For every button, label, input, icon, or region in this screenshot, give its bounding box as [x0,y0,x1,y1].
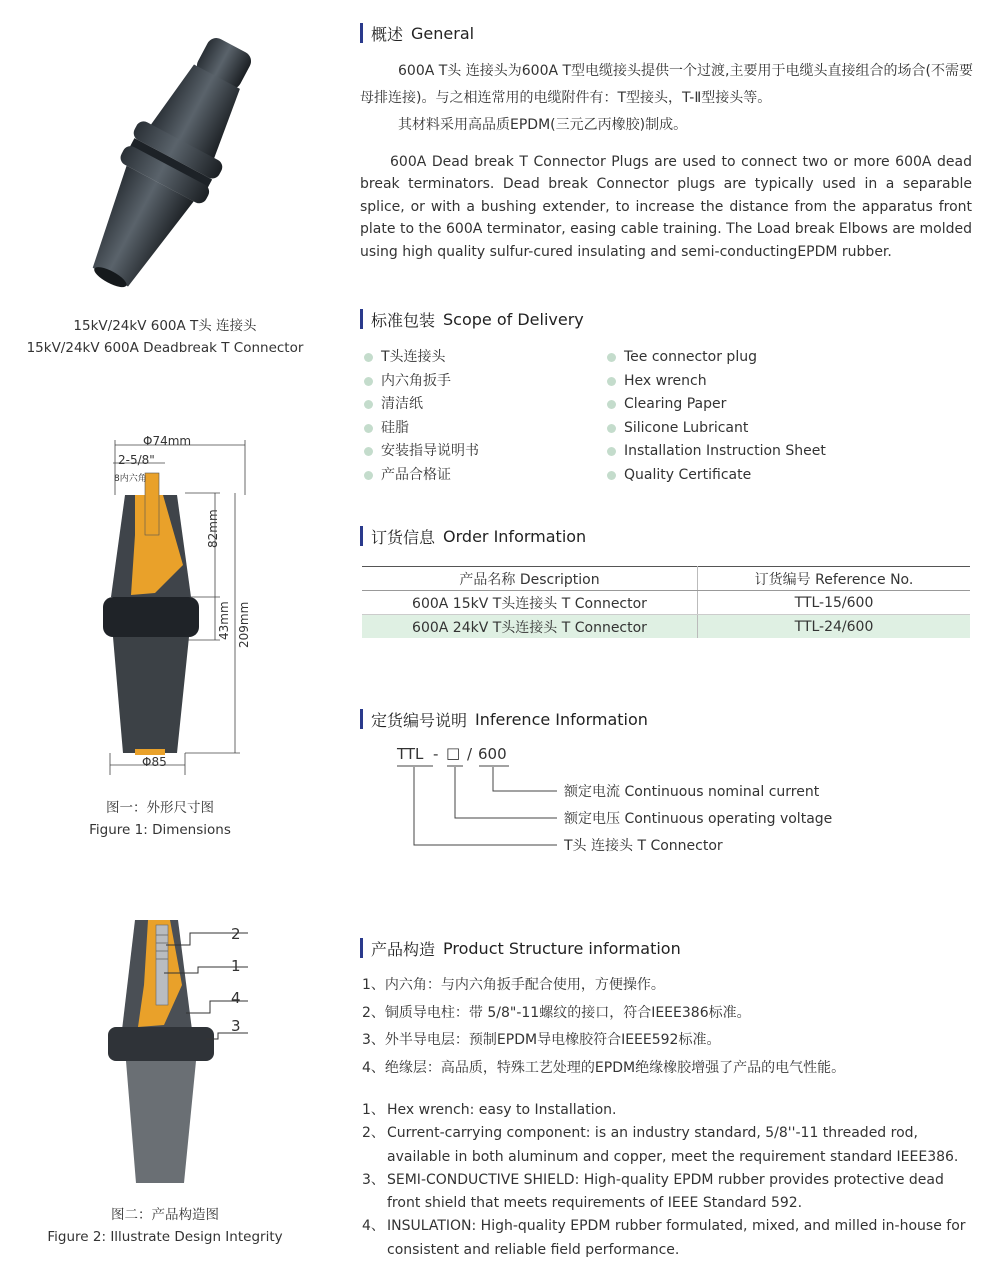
dim-82: 82mm [206,509,220,548]
code-slash: / [467,745,473,763]
photo-caption-en: 15kV/24kV 600A Deadbreak T Connector [26,340,304,356]
col-header-reference: 订货编号 Reference No. [698,567,971,591]
list-item: 4、绝缘层：高品质，特殊工艺处理的EPDM绝缘橡胶增强了产品的电气性能。 [362,1059,846,1076]
section-header-structure: 产品构造 Product Structure information [360,937,681,959]
general-en-paragraph: 600A Dead break T Connector Plugs are used to connect two or more 600A dead break terminators. Dead break Connector plugs are typically used in a separable splice, or with a bushing extender, to increase the distance from the apparatus front plate to the 600A terminator, easing cable training. The Load break Elbows are molded using high quality sulfur-cured insulating and semi-conductingEPDM rubber. [360,154,972,260]
table-row: 600A 24kV T头连接头 T Connector TTL-24/600 [362,615,970,639]
list-item: 2、铜质导电柱：带 5/8"-11螺纹的接口，符合IEEE386标准。 [362,1004,751,1021]
dim-hex: 8内六角 [114,474,147,484]
code-label-current: 额定电流 Continuous nominal current [564,784,820,800]
list-item: 硅脂 [364,417,479,441]
list-item: Hex wrench [607,370,826,394]
list-item: 3、 SEMI-CONDUCTIVE SHIELD: High-quality EPDM rubber provides protective dead front shield that meets requirements of IEEE Standard 592. [362,1171,944,1212]
code-prefix: TTL [397,745,424,763]
general-cn-material: 其材料采用高品质EPDM(三元乙丙橡胶)制成。 [398,117,688,133]
figure1-caption-en: Figure 1: Dimensions [89,822,231,838]
structure-en-list [362,1099,977,1262]
structure-label-1: 1 [231,957,241,975]
photo-caption-cn: 15kV/24kV 600A T头 连接头 [73,318,257,334]
code-leader-lines [395,765,565,855]
code-dash: - [433,745,439,763]
list-item: 1、 Hex wrench: easy to Installation. [362,1102,617,1118]
code-suffix: 600 [478,745,507,763]
table-row: 600A 15kV T头连接头 T Connector TTL-15/600 [362,591,970,615]
delivery-list-cn [364,346,479,487]
list-item: 清洁纸 [364,393,479,417]
dim-thread: 2-5/8" [118,453,155,467]
structure-cn-list [362,972,977,1082]
list-item: 4、 INSULATION: High-quality EPDM rubber formulated, mixed, and milled in-house for consistent and reliable field performance. [362,1218,966,1258]
list-item: 1、内六角：与内六角扳手配合使用，方便操作。 [362,977,665,993]
figure2-caption-en: Figure 2: Illustrate Design Integrity [47,1229,283,1245]
section-header-general: 概述 General [360,22,474,44]
list-item: Installation Instruction Sheet [607,440,826,464]
col-header-description: 产品名称 Description [362,567,698,591]
list-item: 3、外半导电层：预制EPDM导电橡胶符合IEEE592标准。 [362,1032,721,1048]
section-header-order: 订货信息 Order Information [360,525,586,547]
figure1-caption-cn: 图一：外形尺寸图 [106,800,214,816]
general-cn-paragraph: 600A T头 连接头为600A T型电缆接头提供一个过渡,主要用于电缆头直接组合的场合(不需要母排连接)。与之相连常用的电缆附件有：T型接头，T-Ⅱ型接头等。 [360,63,973,106]
product-photo [40,30,300,300]
dim-43: 43mm [217,601,231,640]
structure-label-3: 3 [231,1017,241,1035]
list-item: Tee connector plug [607,346,826,370]
code-label-voltage: 额定电压 Continuous operating voltage [564,811,833,827]
dim-209: 209mm [237,601,251,648]
order-table [362,566,970,638]
code-box: □ [446,744,461,762]
section-header-delivery: 标准包装 Scope of Delivery [360,308,584,330]
list-item: Clearing Paper [607,393,826,417]
list-item: T头连接头 [364,346,479,370]
figure2-caption-cn: 图二：产品构造图 [111,1207,219,1223]
section-header-inference: 定货编号说明 Inference Information [360,708,648,730]
list-item: 安装指导说明书 [364,440,479,464]
delivery-list-en [607,346,826,487]
list-item: Quality Certificate [607,464,826,488]
list-item: Silicone Lubricant [607,417,826,441]
code-label-type: T头 连接头 T Connector [564,838,723,854]
dim-bottom: Φ85 [142,755,167,769]
structure-label-4: 4 [231,989,241,1007]
list-item: 产品合格证 [364,464,479,488]
structure-label-2: 2 [231,925,241,943]
list-item: 2、 Current-carrying component: is an industry standard, 5/8''-11 threaded rod, available in both aluminum and copper, meet the requirement standard IEEE386. [362,1125,959,1165]
list-item: 内六角扳手 [364,370,479,394]
table-header-row [362,567,970,591]
dim-top: Φ74mm [143,434,192,448]
